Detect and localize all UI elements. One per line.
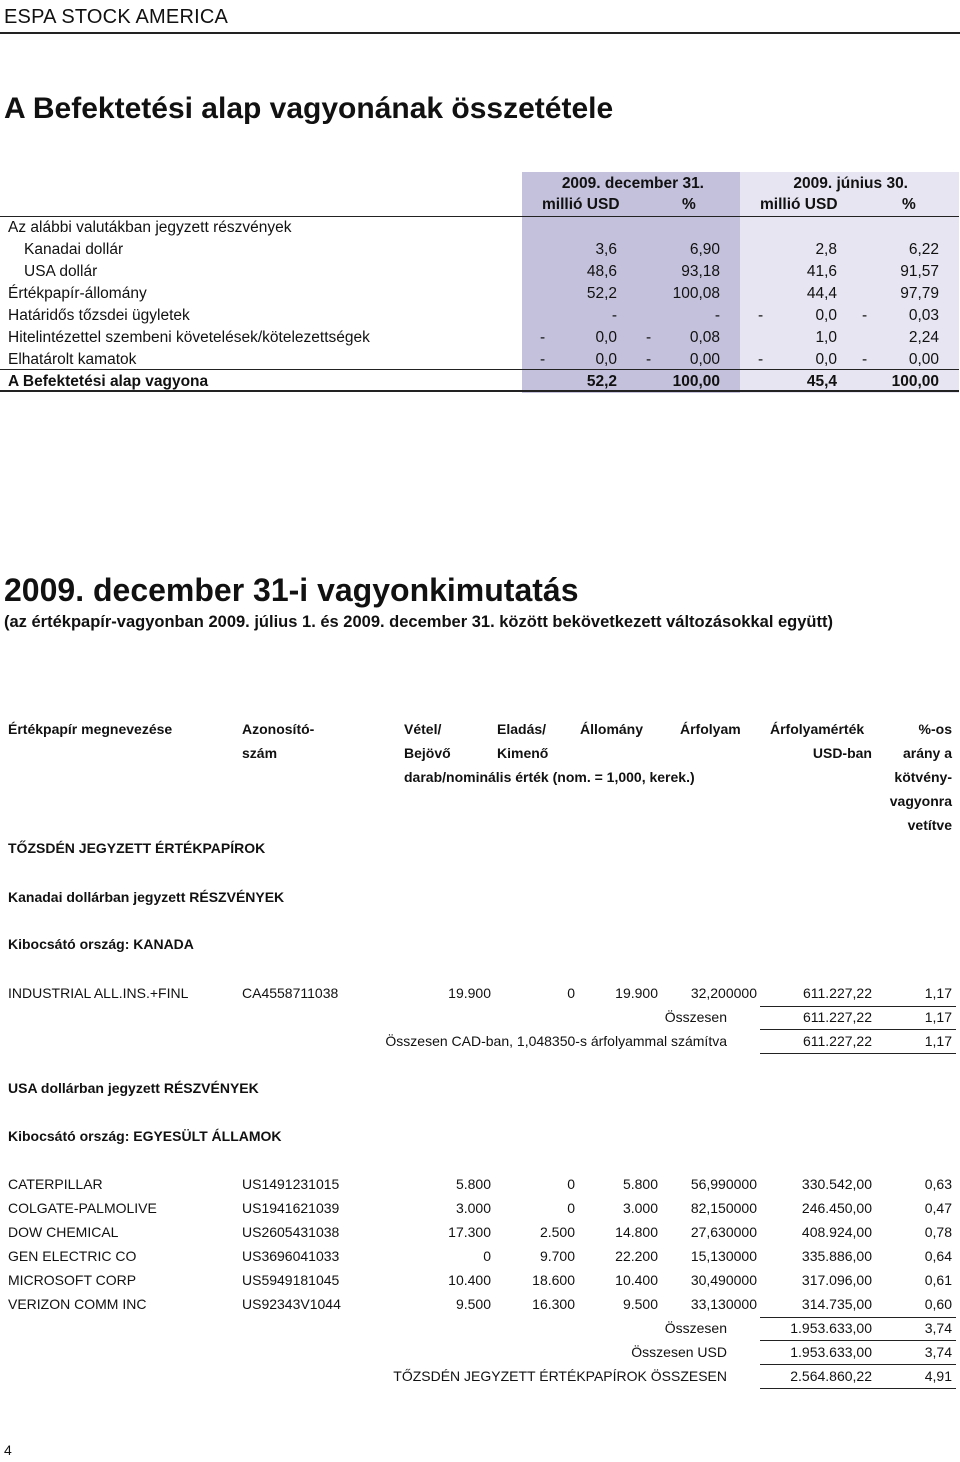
portfolio-share: 1,17 xyxy=(924,985,952,1001)
composition-value: 44,4 xyxy=(806,285,837,302)
holding-quantity: 10.400 xyxy=(615,1272,658,1288)
security-name: INDUSTRIAL ALL.INS.+FINL xyxy=(8,985,189,1001)
security-isin: US1491231015 xyxy=(242,1176,340,1192)
composition-row-label: Az alábbi valutákban jegyzett részvények xyxy=(8,219,292,236)
market-value: 246.450,00 xyxy=(801,1200,872,1216)
col-price-header: Árfolyam xyxy=(680,721,741,737)
composition-value: 97,79 xyxy=(900,285,939,302)
price: 30,490000 xyxy=(690,1272,757,1288)
page-title: A Befektetési alap vagyonának összetétele xyxy=(4,92,614,125)
sell-quantity: 18.600 xyxy=(532,1272,575,1288)
col-value-header-2: USD-ban xyxy=(812,745,872,761)
listed-securities-title: TŐZSDÉN JEGYZETT ÉRTÉKPAPÍROK xyxy=(8,840,266,856)
composition-row-label: USA dollár xyxy=(24,263,98,280)
total-label: TŐZSDÉN JEGYZETT ÉRTÉKPAPÍROK ÖSSZESEN xyxy=(393,1368,727,1384)
statement-title: 2009. december 31-i vagyonkimutatás xyxy=(4,572,579,608)
page-number: 4 xyxy=(4,1442,12,1458)
period1-amount-header: millió USD xyxy=(542,196,620,213)
sell-quantity: 16.300 xyxy=(532,1296,575,1312)
holding-quantity: 9.500 xyxy=(622,1296,658,1312)
security-isin: US92343V1044 xyxy=(242,1296,341,1312)
composition-value: 2,24 xyxy=(908,329,939,346)
price: 27,630000 xyxy=(690,1224,757,1240)
col-pct-header-1: %-os xyxy=(918,721,952,737)
composition-value: 100,00 xyxy=(672,373,720,390)
sell-quantity: 0 xyxy=(567,1200,575,1216)
buy-quantity: 0 xyxy=(483,1248,491,1264)
sell-quantity: 0 xyxy=(567,985,575,1001)
security-isin: US5949181045 xyxy=(242,1272,340,1288)
security-isin: US1941621039 xyxy=(242,1200,340,1216)
composition-row-label: A Befektetési alap vagyona xyxy=(8,373,209,390)
fund-name: ESPA STOCK AMERICA xyxy=(4,6,229,28)
composition-value: 52,2 xyxy=(586,373,617,390)
composition-value: 93,18 xyxy=(681,263,720,280)
composition-sign: - xyxy=(758,351,764,368)
security-name: VERIZON COMM INC xyxy=(8,1296,147,1312)
security-isin: CA4558711038 xyxy=(242,985,339,1001)
composition-value: 0,0 xyxy=(815,307,837,324)
price: 56,990000 xyxy=(690,1176,757,1192)
units-note: darab/nominális érték (nom. = 1,000, kerek.) xyxy=(404,769,695,785)
statement-subtitle: (az értékpapír-vagyonban 2009. július 1. és 2009. december 31. között bekövetkezett változásokkal együtt) xyxy=(4,613,833,631)
issuer-country-title: Kibocsátó ország: EGYESÜLT ÁLLAMOK xyxy=(8,1128,282,1144)
composition-total-rule-top xyxy=(0,369,959,370)
col-buy-header-1: Vétel/ xyxy=(404,721,442,737)
portfolio-share: 0,78 xyxy=(924,1224,952,1240)
market-value: 335.886,00 xyxy=(801,1248,872,1264)
currency-group-title: Kanadai dollárban jegyzett RÉSZVÉNYEK xyxy=(8,889,285,905)
buy-quantity: 9.500 xyxy=(455,1296,491,1312)
col-value-header-1: Árfolyamérték xyxy=(770,721,865,737)
composition-row-label: Hitelintézettel szembeni követelések/kötelezettségek xyxy=(8,329,370,346)
buy-quantity: 5.800 xyxy=(455,1176,491,1192)
market-value: 317.096,00 xyxy=(801,1272,872,1288)
composition-value: 6,22 xyxy=(908,241,939,258)
currency-group-title: USA dollárban jegyzett RÉSZVÉNYEK xyxy=(8,1080,259,1096)
composition-value: 41,6 xyxy=(806,263,837,280)
period2-pct-header: % xyxy=(902,196,916,213)
security-name: DOW CHEMICAL xyxy=(8,1224,119,1240)
security-isin: US3696041033 xyxy=(242,1248,340,1264)
composition-value: 100,00 xyxy=(891,373,939,390)
security-name: CATERPILLAR xyxy=(8,1176,103,1192)
composition-value: - xyxy=(714,307,720,324)
portfolio-share: 0,61 xyxy=(924,1272,952,1288)
security-name: COLGATE-PALMOLIVE xyxy=(8,1200,157,1216)
period2-date: 2009. június 30. xyxy=(793,175,908,192)
col-sell-header-2: Kimenő xyxy=(497,745,549,761)
col-name-header: Értékpapír megnevezése xyxy=(8,721,173,737)
composition-row-label: Kanadai dollár xyxy=(24,241,124,258)
market-value: 314.735,00 xyxy=(801,1296,872,1312)
period2-amount-header: millió USD xyxy=(760,196,838,213)
portfolio-share: 0,63 xyxy=(924,1176,952,1192)
portfolio-share: 0,60 xyxy=(924,1296,952,1312)
total-share: 1,17 xyxy=(924,1033,952,1049)
security-name: GEN ELECTRIC CO xyxy=(8,1248,137,1264)
col-buy-header-2: Bejövő xyxy=(404,745,451,761)
col-holding-header: Állomány xyxy=(580,721,644,737)
composition-value: 0,08 xyxy=(689,329,720,346)
total-rule xyxy=(760,1340,956,1341)
col-pct-header-5: vetítve xyxy=(907,817,952,833)
total-label: Összesen xyxy=(664,1009,727,1025)
total-share: 3,74 xyxy=(924,1344,952,1360)
composition-value: 2,8 xyxy=(815,241,837,258)
security-name: MICROSOFT CORP xyxy=(8,1272,137,1288)
col-pct-header-2: arány a xyxy=(902,745,952,761)
security-isin: US2605431038 xyxy=(242,1224,340,1240)
composition-value: 0,00 xyxy=(689,351,720,368)
total-share: 3,74 xyxy=(924,1320,952,1336)
col-id-header-2: szám xyxy=(242,745,278,761)
total-value: 1.953.633,00 xyxy=(790,1320,872,1336)
total-rule xyxy=(760,1388,956,1389)
market-value: 408.924,00 xyxy=(801,1224,872,1240)
composition-value: 45,4 xyxy=(806,373,837,390)
issuer-country-title: Kibocsátó ország: KANADA xyxy=(8,936,194,952)
composition-value: 6,90 xyxy=(689,241,720,258)
sell-quantity: 2.500 xyxy=(539,1224,575,1240)
composition-value: 52,2 xyxy=(586,285,617,302)
col-pct-header-4: vagyonra xyxy=(889,793,952,809)
total-rule xyxy=(760,1029,956,1030)
price: 82,150000 xyxy=(690,1200,757,1216)
market-value: 330.542,00 xyxy=(801,1176,872,1192)
composition-value: 0,00 xyxy=(908,351,939,368)
price: 33,130000 xyxy=(690,1296,757,1312)
total-value: 611.227,22 xyxy=(802,1009,872,1025)
total-label: Összesen USD xyxy=(631,1344,727,1360)
composition-sign: - xyxy=(862,351,868,368)
holding-quantity: 3.000 xyxy=(622,1200,658,1216)
total-share: 1,17 xyxy=(924,1009,952,1025)
sell-quantity: 9.700 xyxy=(539,1248,575,1264)
composition-value: 100,08 xyxy=(672,285,720,302)
composition-value: 48,6 xyxy=(586,263,617,280)
header-bar xyxy=(0,0,960,34)
composition-sign: - xyxy=(540,329,546,346)
total-value: 1.953.633,00 xyxy=(790,1344,872,1360)
total-share: 4,91 xyxy=(924,1368,952,1384)
holding-quantity: 5.800 xyxy=(622,1176,658,1192)
buy-quantity: 17.300 xyxy=(448,1224,491,1240)
total-value: 2.564.860,22 xyxy=(790,1368,872,1384)
composition-value: 0,03 xyxy=(908,307,939,324)
composition-sign: - xyxy=(862,307,868,324)
composition-value: 3,6 xyxy=(595,241,617,258)
composition-value: 0,0 xyxy=(815,351,837,368)
holding-quantity: 19.900 xyxy=(615,985,658,1001)
market-value: 611.227,22 xyxy=(802,985,872,1001)
col-sell-header-1: Eladás/ xyxy=(497,721,547,737)
composition-value: 91,57 xyxy=(900,263,939,280)
buy-quantity: 3.000 xyxy=(455,1200,491,1216)
holding-quantity: 14.800 xyxy=(615,1224,658,1240)
total-value: 611.227,22 xyxy=(802,1033,872,1049)
col-id-header-1: Azonosító- xyxy=(242,721,315,737)
composition-value: 0,0 xyxy=(595,329,617,346)
composition-sign: - xyxy=(540,351,546,368)
period1-pct-header: % xyxy=(682,196,696,213)
buy-quantity: 10.400 xyxy=(448,1272,491,1288)
composition-row-label: Határidős tőzsdei ügyletek xyxy=(8,307,190,324)
composition-row-label: Elhatárolt kamatok xyxy=(8,351,137,368)
composition-sign: - xyxy=(646,329,652,346)
portfolio-share: 0,64 xyxy=(924,1248,952,1264)
sell-quantity: 0 xyxy=(567,1176,575,1192)
price: 15,130000 xyxy=(690,1248,757,1264)
total-rule xyxy=(760,1364,956,1365)
buy-quantity: 19.900 xyxy=(448,985,491,1001)
composition-total-rule-bottom xyxy=(0,390,959,392)
total-label: Összesen xyxy=(664,1320,727,1336)
total-rule xyxy=(760,1053,956,1054)
holding-quantity: 22.200 xyxy=(615,1248,658,1264)
composition-value: 1,0 xyxy=(815,329,837,346)
composition-row-label: Értékpapír-állomány xyxy=(8,285,147,302)
portfolio-share: 0,47 xyxy=(924,1200,952,1216)
composition-value: 0,0 xyxy=(595,351,617,368)
composition-sign: - xyxy=(646,351,652,368)
total-label: Összesen CAD-ban, 1,048350-s árfolyammal számítva xyxy=(385,1033,727,1049)
col-pct-header-3: kötvény- xyxy=(894,769,952,785)
composition-value: - xyxy=(611,307,617,324)
period1-date: 2009. december 31. xyxy=(561,175,704,192)
composition-sign: - xyxy=(758,307,764,324)
price: 32,200000 xyxy=(690,985,757,1001)
